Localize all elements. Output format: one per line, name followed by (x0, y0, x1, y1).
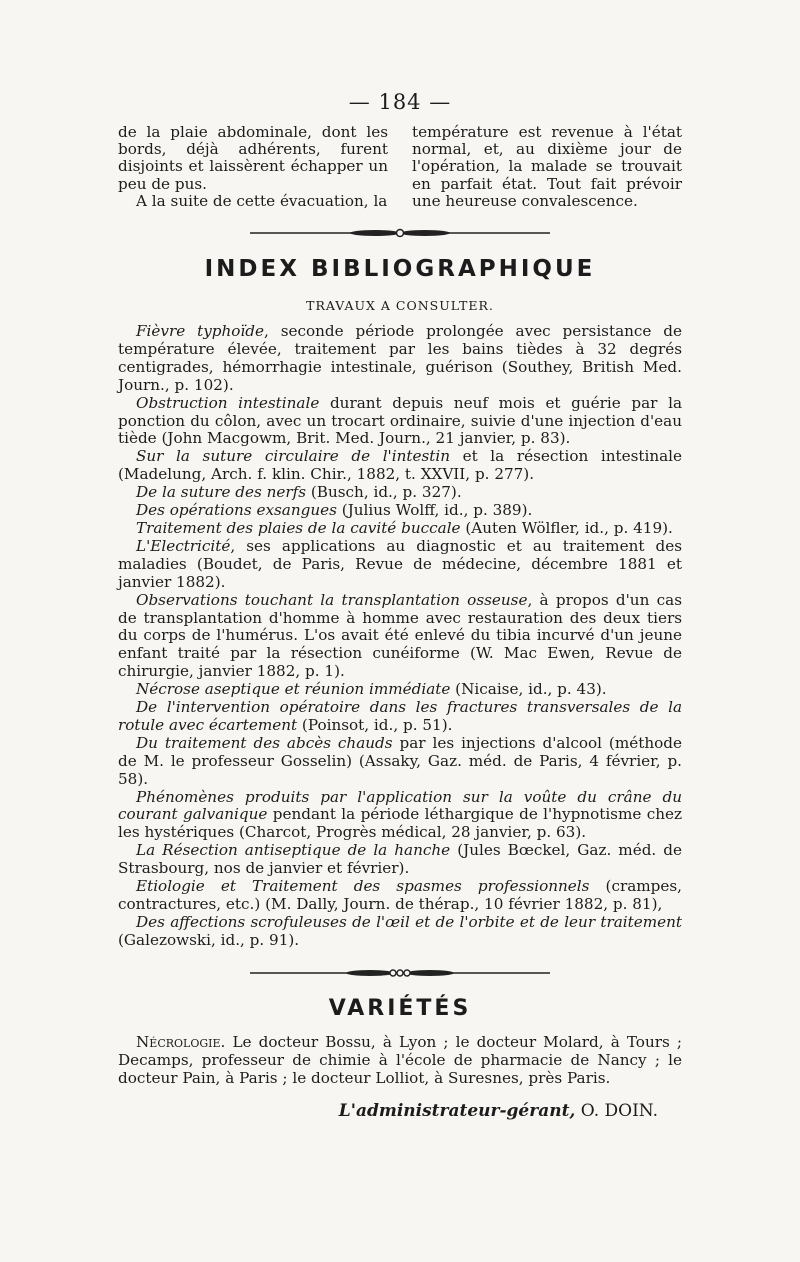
reference-title: Traitement des plaies de la cavité buccale (136, 518, 461, 537)
reference-title: Etiologie et Traitement des spasmes professionnels (136, 877, 590, 896)
reference-entry (118, 592, 682, 682)
reference-title: De la suture des nerfs (136, 483, 307, 502)
reference-title: Obstruction intestinale (136, 393, 320, 412)
reference-entry (118, 842, 682, 878)
reference-title: Fièvre typhoïde (136, 322, 264, 341)
reference-entry (118, 878, 682, 914)
reference-entry (118, 323, 682, 395)
reference-details: pendant la période léthargique de l'hypnotisme chez les hystériques (Charcot, Progrès médical, 28 janvier, p. 63). (118, 805, 683, 842)
reference-details: (crampes, contractures, etc.) (M. Dally, Journ. de thérap., 10 février 1882, p. 81), (118, 877, 683, 914)
reference-title: Du traitement des abcès chauds (136, 733, 393, 752)
reference-entry (118, 484, 682, 502)
reference-title: Des opérations exsangues (136, 501, 337, 520)
necrology-label: Nécrologie. (136, 1032, 226, 1051)
necrology-text: Le docteur Bossu, à Lyon ; le docteur Molard, à Tours ; Decamps, professeur de chimie à l'école de pharmacie de Nancy ; le docteur Pain, à Paris ; le docteur Lolliot, à Suresnes, près Paris. (118, 1032, 682, 1087)
left-paragraph-2: A la suite de cette évacuation, la (136, 191, 388, 210)
reference-title: Phénomènes produits par l'application sur la voûte du crâne du courant galvanique (118, 787, 682, 824)
reference-details: (Auten Wölfler, id., p. 419). (460, 518, 673, 537)
ornamental-rule-top (118, 228, 682, 238)
right-paragraph-1: température est revenue à l'état normal, et, au dixième jour de l'opération, la malade se trouvait en parfait état. Tout fait prévoir une heureuse convalescence. (412, 123, 682, 210)
reference-entry (118, 502, 682, 520)
varietes-title: VARIÉTÉS (328, 995, 472, 1021)
reference-details: et la résection intestinale (Madelung, Arch. f. klin. Chir., 1882, t. XXVII, p. 277). (118, 447, 683, 484)
reference-details: (Jules Bœckel, Gaz. méd. de Strasbourg, nos de janvier et février). (118, 841, 682, 878)
reference-details: , ses applications au diagnostic et au traitement des maladies (Boudet, de Paris, Revue de médecine, décembre 1881 et janvier 1882). (118, 536, 682, 591)
reference-entry (118, 681, 682, 699)
reference-entry (118, 395, 682, 449)
index-title: INDEX BIBLIOGRAPHIQUE (204, 256, 596, 283)
necrology-paragraph (118, 1033, 682, 1087)
reference-details: , seconde période prolongée avec persistance de température élevée, traitement par les bains tièdes à 32 degrés centigrades, hémorrhagie intestinale, guérison (Southey, British Med. Journ., p. 102). (118, 322, 682, 394)
reference-title: Des affections scrofuleuses de l'œil et de l'orbite et de leur traitement (136, 912, 682, 931)
reference-details: (Galezowski, id., p. 91). (118, 930, 300, 949)
reference-details: (Busch, id., p. 327). (306, 483, 462, 502)
reference-details: (Poinsot, id., p. 51). (297, 715, 453, 734)
reference-entry (118, 735, 682, 789)
document-page (118, 88, 682, 1121)
right-column (412, 124, 682, 210)
reference-entry (118, 699, 682, 735)
reference-title: Sur la suture circulaire de l'intestin (136, 447, 451, 466)
left-column (118, 124, 388, 210)
reference-details: (Julius Wolff, id., p. 389). (336, 501, 533, 520)
reference-title: L'Electricité (136, 536, 231, 555)
ornamental-rule-bottom (118, 968, 682, 978)
reference-title: La Résection antiseptique de la hanche (136, 841, 451, 860)
reference-details: , à propos d'un cas de transplantation d'homme à homme avec restauration des deux tiers du corps de l'humérus. L'os avait été enlevé du tibia incurvé d'un jeune enfant traité par la résection cunéiforme (W. Mac Ewen, Revue de chirurgie, janvier 1882, p. 1). (118, 590, 682, 681)
left-paragraph-1: de la plaie abdominale, dont les bords, déjà adhérents, furent disjoints et laissèrent échapper un peu de pus. (118, 123, 388, 193)
reference-title: De l'intervention opératoire dans les fractures transversales de la rotule avec écartement (118, 698, 682, 734)
signature (118, 1101, 682, 1121)
reference-entry (118, 789, 682, 843)
signature-role: L'administrateur-gérant, (338, 1100, 576, 1121)
reference-entry (118, 538, 682, 592)
reference-list (118, 323, 682, 950)
reference-entry (118, 914, 682, 950)
reference-title: Nécrose aseptique et réunion immédiate (136, 680, 451, 699)
page-number: — 184 — (348, 90, 452, 114)
two-column-text (118, 124, 682, 210)
reference-details: (Nicaise, id., p. 43). (450, 680, 607, 699)
reference-title: Observations touchant la transplantation osseuse (136, 590, 528, 609)
reference-details: par les injections d'alcool (méthode de M. le professeur Gosselin) (Assaky, Gaz. méd. de Paris, 4 février, p. 58). (118, 733, 682, 788)
index-subtitle: TRAVAUX A CONSULTER. (306, 298, 494, 314)
reference-entry (118, 448, 682, 484)
reference-details: durant depuis neuf mois et guérie par la ponction du côlon, avec un trocart ordinaire, suivie d'une injection d'eau tiède (John Macgowm, Brit. Med. Journ., 21 janvier, p. 83). (118, 393, 682, 448)
signature-name: O. DOIN. (575, 1100, 658, 1121)
reference-entry (118, 520, 682, 538)
